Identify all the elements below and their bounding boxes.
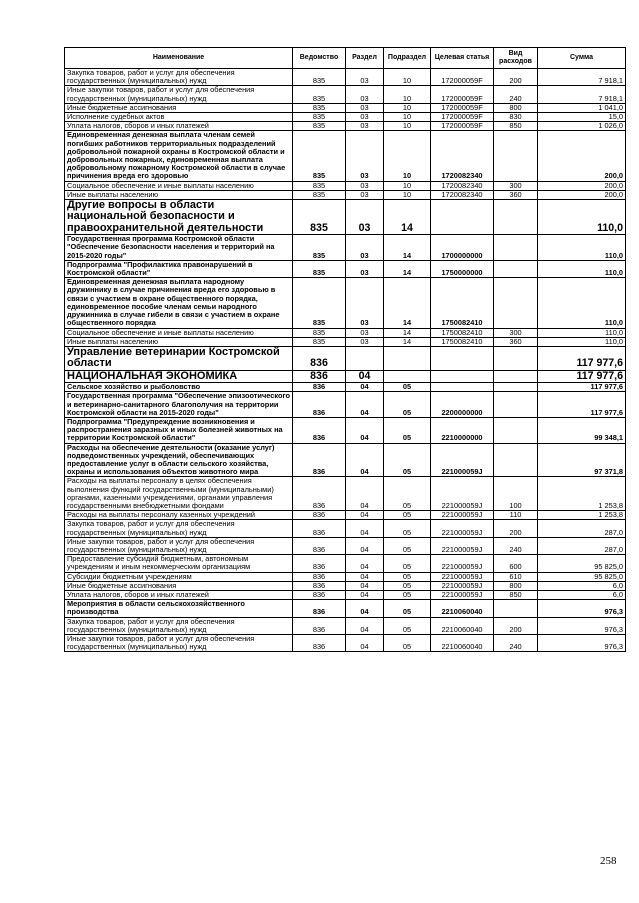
table-row <box>65 417 626 443</box>
cell-statya <box>431 370 494 382</box>
table-row <box>65 443 626 477</box>
budget-table <box>64 47 626 652</box>
cell-razdel: 03 <box>346 200 384 235</box>
cell-name: НАЦИОНАЛЬНАЯ ЭКОНОМИКА <box>65 370 293 382</box>
cell-name: Подпрограмма "Предупреждение возникновения и распространения заразных и иных болезней животных на территории Костромской области" <box>65 417 293 443</box>
table-row <box>65 69 626 86</box>
cell-vid <box>494 346 538 370</box>
cell-vid: 200 <box>494 69 538 86</box>
cell-name: Мероприятия в области сельскохозяйственного производства <box>65 600 293 617</box>
cell-vid <box>494 417 538 443</box>
cell-name: Уплата налогов, сборов и иных платежей <box>65 122 293 131</box>
cell-podrazdel: 05 <box>384 477 431 511</box>
cell-statya: 1750000000 <box>431 260 494 277</box>
table-header-row <box>65 48 626 69</box>
cell-vedomstvo: 835 <box>293 122 346 131</box>
table-row <box>65 278 626 328</box>
cell-razdel: 03 <box>346 113 384 122</box>
cell-podrazdel: 10 <box>384 190 431 199</box>
cell-summa: 6,0 <box>538 591 626 600</box>
cell-vedomstvo: 836 <box>293 572 346 581</box>
cell-name: Расходы на обеспечение деятельности (оказание услуг) подведомственных учреждений, обеспечивающих предоставление услуг в области сельского хозяйства, охраны и использования объектов животного мира <box>65 443 293 477</box>
cell-podrazdel: 05 <box>384 591 431 600</box>
cell-vid <box>494 200 538 235</box>
cell-podrazdel: 14 <box>384 337 431 346</box>
cell-podrazdel: 05 <box>384 511 431 520</box>
cell-vid: 240 <box>494 635 538 652</box>
cell-statya: 2210060040 <box>431 600 494 617</box>
cell-vid: 360 <box>494 190 538 199</box>
cell-razdel: 04 <box>346 635 384 652</box>
col-header-name: Наименование <box>65 48 293 69</box>
cell-vedomstvo: 836 <box>293 537 346 554</box>
cell-razdel <box>346 346 384 370</box>
cell-name: Социальное обеспечение и иные выплаты населению <box>65 181 293 190</box>
table-row <box>65 181 626 190</box>
cell-statya: 221000059J <box>431 511 494 520</box>
cell-vid <box>494 383 538 392</box>
cell-vid: 830 <box>494 113 538 122</box>
cell-summa: 110,0 <box>538 200 626 235</box>
cell-name: Государственная программа "Обеспечение эпизоотического и ветеринарно-санитарного благополучия на территории Костромской области на 2015-2020 годы" <box>65 392 293 418</box>
cell-vid: 300 <box>494 328 538 337</box>
table-row <box>65 477 626 511</box>
table-row <box>65 131 626 181</box>
cell-podrazdel: 05 <box>384 555 431 572</box>
cell-vid <box>494 370 538 382</box>
cell-summa: 110,0 <box>538 235 626 261</box>
cell-razdel: 04 <box>346 617 384 634</box>
cell-summa: 287,0 <box>538 537 626 554</box>
cell-podrazdel: 14 <box>384 200 431 235</box>
cell-razdel: 04 <box>346 591 384 600</box>
cell-summa: 95 825,0 <box>538 555 626 572</box>
table-row <box>65 520 626 537</box>
cell-vid <box>494 131 538 181</box>
cell-razdel: 04 <box>346 392 384 418</box>
table-row <box>65 555 626 572</box>
cell-vedomstvo: 835 <box>293 190 346 199</box>
cell-statya: 221000059J <box>431 477 494 511</box>
cell-summa: 1 253,8 <box>538 511 626 520</box>
cell-podrazdel: 05 <box>384 383 431 392</box>
cell-summa: 117 977,6 <box>538 346 626 370</box>
cell-podrazdel: 14 <box>384 328 431 337</box>
cell-summa: 117 977,6 <box>538 383 626 392</box>
cell-vedomstvo: 836 <box>293 417 346 443</box>
cell-statya: 172000059F <box>431 122 494 131</box>
table-row <box>65 200 626 235</box>
cell-summa: 110,0 <box>538 260 626 277</box>
cell-statya: 172000059F <box>431 69 494 86</box>
cell-summa: 200,0 <box>538 131 626 181</box>
cell-razdel: 03 <box>346 122 384 131</box>
cell-razdel: 03 <box>346 181 384 190</box>
cell-vedomstvo: 836 <box>293 555 346 572</box>
cell-vid <box>494 600 538 617</box>
cell-summa: 7 918,1 <box>538 69 626 86</box>
cell-razdel: 03 <box>346 328 384 337</box>
cell-statya: 2200000000 <box>431 392 494 418</box>
col-header-summa: Сумма <box>538 48 626 69</box>
cell-summa: 117 977,6 <box>538 370 626 382</box>
cell-name: Иные бюджетные ассигнования <box>65 103 293 112</box>
table-row <box>65 86 626 103</box>
cell-razdel: 03 <box>346 103 384 112</box>
cell-name: Другие вопросы в области национальной безопасности и правоохранительной деятельности <box>65 200 293 235</box>
cell-statya: 172000059F <box>431 113 494 122</box>
cell-podrazdel: 10 <box>384 181 431 190</box>
cell-name: Единовременная денежная выплата членам семей погибших работников территориальных подразделений добровольной пожарной охраны в Костромской области и добровольных пожарных, единовременная выплата добровольному пожарному Костромской области в случае причинения вреда его здоровью <box>65 131 293 181</box>
cell-summa: 976,3 <box>538 617 626 634</box>
cell-podrazdel: 05 <box>384 520 431 537</box>
cell-podrazdel: 14 <box>384 260 431 277</box>
cell-statya: 221000059J <box>431 572 494 581</box>
cell-name: Единовременная денежная выплата народному дружиннику в случае причинения вреда его здоровью в связи с участием в охране общественного порядка, единовременное пособие членам семьи народного дружинника в случае гибели в связи с участием в охране общественного порядка <box>65 278 293 328</box>
cell-razdel: 04 <box>346 581 384 590</box>
cell-podrazdel: 05 <box>384 392 431 418</box>
cell-vid: 360 <box>494 337 538 346</box>
cell-summa: 200,0 <box>538 181 626 190</box>
cell-podrazdel: 14 <box>384 235 431 261</box>
cell-razdel: 04 <box>346 520 384 537</box>
cell-vid <box>494 278 538 328</box>
cell-razdel: 04 <box>346 370 384 382</box>
cell-vid <box>494 235 538 261</box>
cell-name: Иные выплаты населению <box>65 190 293 199</box>
cell-vid <box>494 443 538 477</box>
cell-vedomstvo: 835 <box>293 260 346 277</box>
cell-vedomstvo: 835 <box>293 69 346 86</box>
cell-summa: 99 348,1 <box>538 417 626 443</box>
cell-summa: 95 825,0 <box>538 572 626 581</box>
cell-razdel: 04 <box>346 383 384 392</box>
cell-podrazdel: 10 <box>384 131 431 181</box>
col-header-podrazdel: Подраздел <box>384 48 431 69</box>
cell-podrazdel: 10 <box>384 86 431 103</box>
table-row <box>65 235 626 261</box>
cell-podrazdel: 14 <box>384 278 431 328</box>
cell-vid <box>494 260 538 277</box>
cell-vedomstvo: 836 <box>293 635 346 652</box>
cell-razdel: 03 <box>346 69 384 86</box>
cell-name: Расходы на выплаты персоналу казенных учреждений <box>65 511 293 520</box>
cell-podrazdel: 10 <box>384 103 431 112</box>
cell-summa: 15,0 <box>538 113 626 122</box>
cell-vedomstvo: 836 <box>293 477 346 511</box>
cell-statya: 221000059J <box>431 520 494 537</box>
cell-statya: 1720082340 <box>431 190 494 199</box>
cell-summa: 976,3 <box>538 635 626 652</box>
col-header-vedomstvo: Ведомство <box>293 48 346 69</box>
cell-razdel: 03 <box>346 337 384 346</box>
cell-summa: 6,0 <box>538 581 626 590</box>
cell-podrazdel: 10 <box>384 69 431 86</box>
cell-vid: 100 <box>494 477 538 511</box>
cell-vid: 240 <box>494 537 538 554</box>
cell-statya: 1750082410 <box>431 328 494 337</box>
cell-vid: 110 <box>494 511 538 520</box>
cell-summa: 200,0 <box>538 190 626 199</box>
cell-vedomstvo: 836 <box>293 520 346 537</box>
cell-vedomstvo: 836 <box>293 511 346 520</box>
cell-vedomstvo: 836 <box>293 346 346 370</box>
cell-name: Иные закупки товаров, работ и услуг для обеспечения государственных (муниципальных) нужд <box>65 86 293 103</box>
cell-summa: 110,0 <box>538 278 626 328</box>
table-row <box>65 600 626 617</box>
cell-podrazdel: 05 <box>384 617 431 634</box>
cell-statya: 221000059J <box>431 591 494 600</box>
cell-name: Уплата налогов, сборов и иных платежей <box>65 591 293 600</box>
cell-vedomstvo: 835 <box>293 328 346 337</box>
cell-statya: 221000059J <box>431 537 494 554</box>
table-row <box>65 392 626 418</box>
cell-razdel: 03 <box>346 260 384 277</box>
cell-vid: 240 <box>494 86 538 103</box>
cell-razdel: 04 <box>346 600 384 617</box>
cell-statya: 2210060040 <box>431 617 494 634</box>
cell-summa: 97 371,8 <box>538 443 626 477</box>
cell-podrazdel <box>384 370 431 382</box>
cell-statya: 172000059F <box>431 86 494 103</box>
cell-name: Исполнение судебных актов <box>65 113 293 122</box>
table-row <box>65 260 626 277</box>
cell-razdel: 03 <box>346 131 384 181</box>
cell-name: Иные закупки товаров, работ и услуг для обеспечения государственных (муниципальных) нужд <box>65 537 293 554</box>
cell-summa: 1 253,8 <box>538 477 626 511</box>
cell-name: Закупка товаров, работ и услуг для обеспечения государственных (муниципальных) нужд <box>65 69 293 86</box>
cell-razdel: 03 <box>346 235 384 261</box>
cell-statya: 1750082410 <box>431 278 494 328</box>
cell-razdel: 04 <box>346 443 384 477</box>
cell-statya: 1750082410 <box>431 337 494 346</box>
cell-razdel: 04 <box>346 537 384 554</box>
cell-podrazdel: 10 <box>384 113 431 122</box>
cell-razdel: 04 <box>346 417 384 443</box>
col-header-vid: Вид расходов <box>494 48 538 69</box>
cell-summa: 110,0 <box>538 337 626 346</box>
cell-vid: 850 <box>494 122 538 131</box>
col-header-statya: Целевая статья <box>431 48 494 69</box>
cell-summa: 1 041,0 <box>538 103 626 112</box>
cell-vedomstvo: 836 <box>293 581 346 590</box>
cell-razdel: 04 <box>346 511 384 520</box>
cell-vedomstvo: 836 <box>293 591 346 600</box>
cell-name: Предоставление субсидий бюджетным, автономным учреждениям и иным некоммерческим организациям <box>65 555 293 572</box>
cell-summa: 110,0 <box>538 328 626 337</box>
cell-vid <box>494 392 538 418</box>
cell-name: Закупка товаров, работ и услуг для обеспечения государственных (муниципальных) нужд <box>65 617 293 634</box>
cell-vedomstvo: 836 <box>293 443 346 477</box>
cell-vedomstvo: 835 <box>293 113 346 122</box>
cell-name: Государственная программа Костромской области "Обеспечение безопасности населения и территорий на 2015-2020 годы" <box>65 235 293 261</box>
cell-summa: 117 977,6 <box>538 392 626 418</box>
cell-statya <box>431 383 494 392</box>
cell-podrazdel: 05 <box>384 537 431 554</box>
cell-name: Субсидии бюджетным учреждениям <box>65 572 293 581</box>
cell-vedomstvo: 835 <box>293 337 346 346</box>
cell-vid: 610 <box>494 572 538 581</box>
cell-vedomstvo: 835 <box>293 181 346 190</box>
col-header-razdel: Раздел <box>346 48 384 69</box>
cell-vedomstvo: 836 <box>293 370 346 382</box>
cell-summa: 1 026,0 <box>538 122 626 131</box>
cell-vedomstvo: 835 <box>293 86 346 103</box>
cell-podrazdel: 05 <box>384 581 431 590</box>
cell-vedomstvo: 835 <box>293 278 346 328</box>
table-row <box>65 617 626 634</box>
cell-name: Иные закупки товаров, работ и услуг для обеспечения государственных (муниципальных) нужд <box>65 635 293 652</box>
cell-vedomstvo: 835 <box>293 235 346 261</box>
cell-vedomstvo: 836 <box>293 600 346 617</box>
cell-statya: 221000059J <box>431 555 494 572</box>
cell-podrazdel: 10 <box>384 122 431 131</box>
table-row <box>65 572 626 581</box>
cell-vid: 200 <box>494 617 538 634</box>
cell-name: Закупка товаров, работ и услуг для обеспечения государственных (муниципальных) нужд <box>65 520 293 537</box>
cell-razdel: 04 <box>346 555 384 572</box>
table-row <box>65 537 626 554</box>
table-row <box>65 370 626 382</box>
cell-razdel: 04 <box>346 477 384 511</box>
cell-podrazdel: 05 <box>384 443 431 477</box>
cell-podrazdel <box>384 346 431 370</box>
cell-summa: 287,0 <box>538 520 626 537</box>
cell-podrazdel: 05 <box>384 572 431 581</box>
cell-vedomstvo: 836 <box>293 392 346 418</box>
cell-name: Социальное обеспечение и иные выплаты населению <box>65 328 293 337</box>
cell-vedomstvo: 835 <box>293 103 346 112</box>
cell-summa: 976,3 <box>538 600 626 617</box>
cell-statya: 2210060040 <box>431 635 494 652</box>
cell-vedomstvo: 836 <box>293 617 346 634</box>
cell-statya: 172000059F <box>431 103 494 112</box>
cell-razdel: 03 <box>346 86 384 103</box>
cell-podrazdel: 05 <box>384 635 431 652</box>
cell-podrazdel: 05 <box>384 600 431 617</box>
cell-vid: 300 <box>494 181 538 190</box>
cell-name: Сельское хозяйство и рыболовство <box>65 383 293 392</box>
cell-vedomstvo: 835 <box>293 131 346 181</box>
cell-vedomstvo: 836 <box>293 383 346 392</box>
cell-statya <box>431 346 494 370</box>
cell-statya: 1720082340 <box>431 181 494 190</box>
table-row <box>65 328 626 337</box>
cell-vid: 850 <box>494 591 538 600</box>
table-row <box>65 346 626 370</box>
cell-summa: 7 918,1 <box>538 86 626 103</box>
cell-statya: 2210000000 <box>431 417 494 443</box>
cell-statya <box>431 200 494 235</box>
cell-statya: 221000059J <box>431 581 494 590</box>
cell-vid: 200 <box>494 520 538 537</box>
cell-statya: 1700000000 <box>431 235 494 261</box>
cell-vedomstvo: 835 <box>293 200 346 235</box>
cell-razdel: 04 <box>346 572 384 581</box>
cell-podrazdel: 05 <box>384 417 431 443</box>
cell-razdel: 03 <box>346 190 384 199</box>
cell-vid: 800 <box>494 103 538 112</box>
table-row <box>65 635 626 652</box>
cell-name: Иные бюджетные ассигнования <box>65 581 293 590</box>
cell-vid: 600 <box>494 555 538 572</box>
cell-razdel: 03 <box>346 278 384 328</box>
cell-name: Управление ветеринарии Костромской области <box>65 346 293 370</box>
cell-statya: 1720082340 <box>431 131 494 181</box>
cell-name: Иные выплаты населению <box>65 337 293 346</box>
cell-name: Расходы на выплаты персоналу в целях обеспечения выполнения функций государственными (муниципальными) органами, казенными учреждениями, органами управления государственными внебюджетными фондами <box>65 477 293 511</box>
cell-vid: 800 <box>494 581 538 590</box>
cell-name: Подпрограмма "Профилактика правонарушений в Костромской области" <box>65 260 293 277</box>
cell-statya: 221000059J <box>431 443 494 477</box>
page-number: 258 <box>600 855 617 867</box>
